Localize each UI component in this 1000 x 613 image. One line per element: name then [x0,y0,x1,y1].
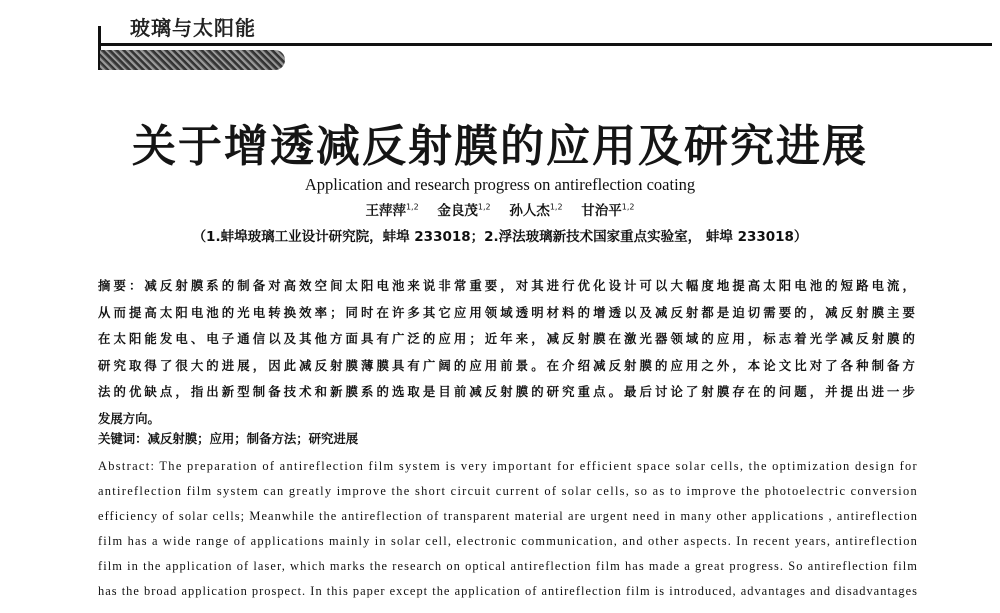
author [437,203,490,219]
author-affiliation-mark: 1,2 [621,202,635,212]
abstract-en-line: has the broad application prospect. In this paper except the application of antireflection film is introduced, advantages and disadvantages [98,584,918,598]
abstract-cn-line: 从而提高太阳电池的光电转换效率；同时在许多其它应用领域透明材料的增透以及减反射都是迫切需要的，减反射膜主要 [98,304,918,320]
chinese-abstract [98,273,918,432]
english-abstract [98,454,918,604]
author-name: 王萍萍 [365,203,406,219]
section-header: 玻璃与太阳能 [130,16,256,40]
author-affiliation-mark: 1,2 [477,202,491,212]
abstract-cn-line: 发展方向。 [98,410,160,426]
affiliation: （1.蚌埠玻璃工业设计研究院，蚌埠 233018；2.浮法玻璃新技术国家重点实验室， 蚌埠 233018） [192,229,808,245]
abstract-en-line: film in the application of laser, which marks the research on optical antireflection film has made a great progress. So antireflection film [98,559,918,573]
abstract-cn-line: 在太阳能发电、电子通信以及其他方面具有广泛的应用；近年来，减反射膜在激光器领域的应用，标志着光学减反射膜的 [98,331,918,346]
author-list [0,199,1000,219]
author-name: 甘治平 [581,203,622,219]
author-affiliation-mark: 1,2 [405,202,419,212]
abstract-en-line: Abstract: The preparation of antireflection film system is very important for efficient space solar cells, the optimization design for [98,459,918,473]
author [581,203,634,219]
keywords: 关键词：减反射膜；应用；制备方法；研究进展 [98,431,359,446]
article-title: 关于增透减反射膜的应用及研究进展 [132,121,868,172]
abstract-cn-line: 研究取得了很大的进展，因此减反射膜薄膜具有广阔的应用前景。在介绍减反射膜的应用之外，本论文比对了各种制备方 [98,357,918,373]
abstract-en-line: efficiency of solar cells; Meanwhile the antireflection of transparent material are urgent need in many other applications , antireflection [98,509,918,523]
author [509,203,562,219]
author-name: 金良茂 [437,203,478,219]
author [365,203,418,219]
abstract-cn-line: 法的优缺点，指出新型制备技术和新膜系的选取是目前减反射膜的研究重点。最后讨论了射膜存在的问题，并提出进一步 [98,384,918,399]
author-name: 孙人杰 [509,203,550,219]
article-english-title: Application and research progress on antireflection coating [304,175,696,194]
author-affiliation-mark: 1,2 [549,202,563,212]
header-decorative-band [100,50,285,70]
abstract-en-line: antireflection film system can greatly improve the short circuit current of solar cells, so as to improve the photoelectric conversion [98,484,918,498]
header-rule [100,43,992,46]
abstract-en-line: film has a wide range of applications mainly in solar cell, electronic communication, and other aspects. In recent years, antireflection [98,534,918,548]
abstract-cn-line: 摘要：减反射膜系的制备对高效空间太阳电池来说非常重要，对其进行优化设计可以大幅度地提高太阳电池的短路电流， [98,278,918,293]
